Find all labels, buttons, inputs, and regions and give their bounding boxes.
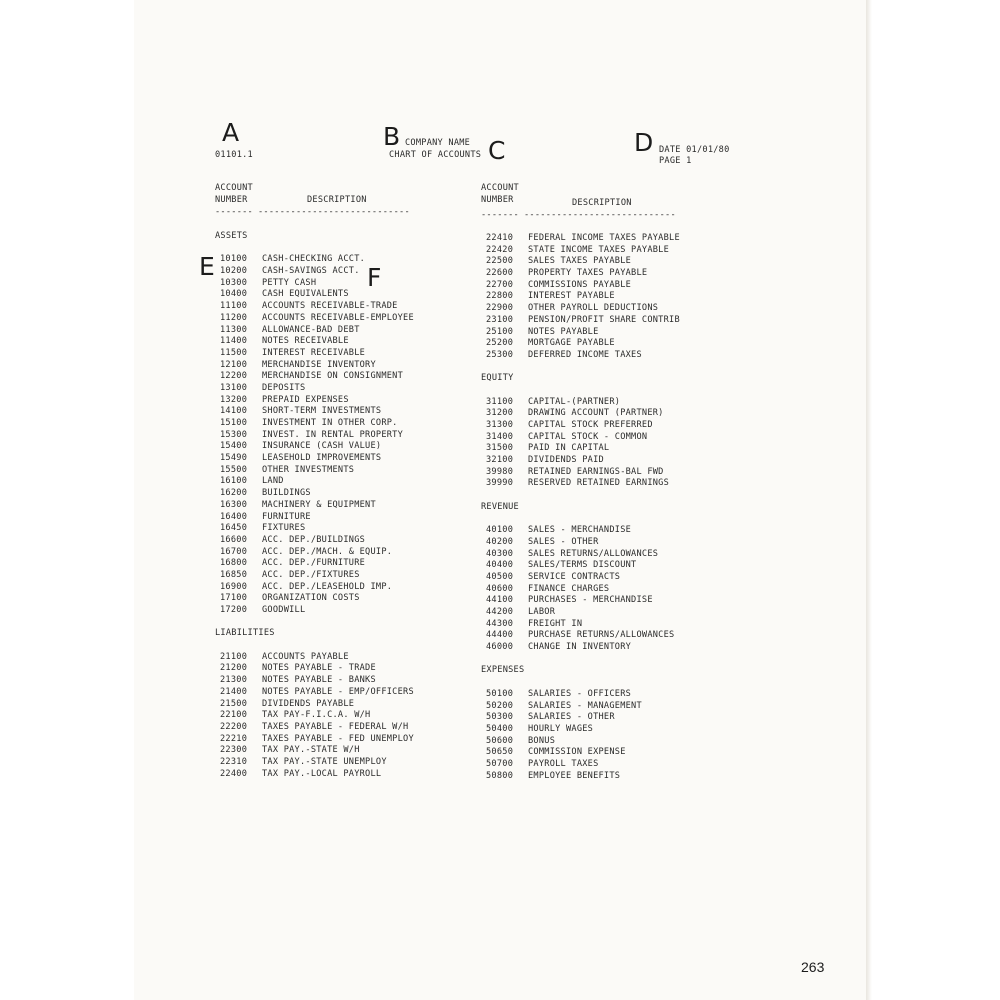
account-description: GOODWILL <box>262 605 306 615</box>
account-number: 10200 <box>220 266 248 277</box>
account-description: TAX PAY.-STATE W/H <box>262 745 360 756</box>
section-gap <box>481 490 680 502</box>
account-row <box>481 630 680 642</box>
report-title: CHART OF ACCOUNTS <box>389 150 482 160</box>
page-edge <box>866 0 872 1000</box>
account-description: INTEREST PAYABLE <box>528 291 615 302</box>
account-number: 40500 <box>486 571 514 582</box>
account-description: TAXES PAYABLE - FEDERAL W/H <box>262 721 409 732</box>
account-row <box>215 558 414 570</box>
account-row <box>215 430 414 442</box>
account-row <box>481 560 680 572</box>
account-description: NOTES PAYABLE - TRADE <box>262 663 376 674</box>
account-row <box>215 699 414 711</box>
account-number: 31200 <box>486 408 514 419</box>
account-number: 40200 <box>486 536 514 547</box>
account-description: OTHER PAYROLL DEDUCTIONS <box>528 303 659 314</box>
account-number: 50650 <box>486 747 514 758</box>
account-row <box>215 652 414 664</box>
account-description: SALES/TERMS DISCOUNT <box>528 560 637 571</box>
account-row <box>215 675 414 687</box>
account-description: BUILDINGS <box>262 488 311 499</box>
account-row <box>215 769 414 781</box>
account-row <box>481 759 680 771</box>
account-description: SALES RETURNS/ALLOWANCES <box>528 548 659 559</box>
account-description: DEPOSITS <box>262 382 306 393</box>
account-number: 13200 <box>220 394 248 405</box>
account-description: ACC. DEP./LEASEHOLD IMP. <box>262 581 393 592</box>
account-number: 50300 <box>486 712 514 723</box>
account-row <box>215 371 414 383</box>
account-number: 16100 <box>220 476 248 487</box>
account-description: MORTGAGE PAYABLE <box>528 338 615 349</box>
account-number: 23100 <box>486 314 514 325</box>
account-description: SALARIES - MANAGEMENT <box>528 700 642 711</box>
right-account-list <box>481 233 680 782</box>
account-description: FREIGHT IN <box>528 618 583 629</box>
account-row <box>215 465 414 477</box>
account-number: 15500 <box>220 464 248 475</box>
account-description: NOTES PAYABLE <box>528 326 599 337</box>
account-number: 11100 <box>220 301 248 312</box>
account-number: 22310 <box>220 756 248 767</box>
account-description: CAPITAL-(PARTNER) <box>528 396 621 407</box>
account-row <box>215 547 414 559</box>
account-row <box>215 266 414 278</box>
account-row <box>215 406 414 418</box>
account-number: 31300 <box>486 420 514 430</box>
account-number: 16600 <box>220 534 248 545</box>
account-description: PENSION/PROFIT SHARE CONTRIB <box>528 314 680 325</box>
account-number: 17200 <box>220 605 248 615</box>
section-gap <box>481 362 680 374</box>
account-description: ALLOWANCE-BAD DEBT <box>262 324 360 335</box>
account-description: DIVIDENDS PAYABLE <box>262 698 355 709</box>
account-row <box>215 313 414 325</box>
account-number: 40300 <box>486 548 514 559</box>
section-heading: EQUITY <box>481 373 514 384</box>
account-description: TAX PAY.-LOCAL PAYROLL <box>262 768 382 779</box>
account-number: 44400 <box>486 630 514 641</box>
account-number: 40600 <box>486 583 514 594</box>
account-number: 15400 <box>220 441 248 452</box>
account-number: 10100 <box>220 254 248 265</box>
section-gap <box>215 243 414 255</box>
report-page: PAGE 1 <box>659 156 692 166</box>
account-row <box>215 488 414 500</box>
account-number: 31100 <box>486 396 514 407</box>
account-number: 13100 <box>220 382 248 393</box>
account-row <box>215 500 414 512</box>
account-row <box>215 325 414 337</box>
account-description: PREPAID EXPENSES <box>262 394 349 405</box>
section-gap <box>481 654 680 666</box>
account-number: 10400 <box>220 289 248 300</box>
account-row <box>481 350 680 362</box>
left-number-label: NUMBER <box>215 195 248 205</box>
account-description: HOURLY WAGES <box>528 723 594 734</box>
account-row <box>481 689 680 701</box>
account-row <box>215 348 414 360</box>
account-description: PAID IN CAPITAL <box>528 443 610 454</box>
account-number: 12200 <box>220 371 248 382</box>
account-description: NOTES RECEIVABLE <box>262 336 349 347</box>
account-number: 46000 <box>486 642 514 653</box>
account-row <box>215 582 414 594</box>
account-row <box>215 710 414 722</box>
account-description: ORGANIZATION COSTS <box>262 593 360 604</box>
section-gap <box>481 514 680 526</box>
section-heading: EXPENSES <box>481 665 525 676</box>
account-row <box>215 476 414 488</box>
section-heading: REVENUE <box>481 501 519 512</box>
account-row <box>215 734 414 746</box>
account-description: NOTES PAYABLE - BANKS <box>262 675 376 686</box>
account-row <box>215 383 414 395</box>
account-description: SALES - OTHER <box>528 536 599 547</box>
account-number: 31500 <box>486 443 514 454</box>
account-row <box>215 289 414 301</box>
account-row <box>215 757 414 769</box>
marker-e: E <box>199 252 215 281</box>
account-description: CASH-SAVINGS ACCT. <box>262 266 360 277</box>
account-number: 22900 <box>486 303 514 314</box>
account-row <box>481 432 680 444</box>
account-number: 39990 <box>486 478 514 489</box>
account-description: FINANCE CHARGES <box>528 583 610 594</box>
marker-c: C <box>488 136 506 165</box>
account-number: 21400 <box>220 686 248 697</box>
account-description: PURCHASES - MERCHANDISE <box>528 595 653 606</box>
account-description: STATE INCOME TAXES PAYABLE <box>528 244 670 255</box>
account-row <box>215 278 414 290</box>
account-number: 15100 <box>220 418 248 428</box>
account-number: 21200 <box>220 663 248 674</box>
company-name: COMPANY NAME <box>405 138 471 148</box>
account-description: LEASEHOLD IMPROVEMENTS <box>262 453 382 464</box>
account-description: ACC. DEP./MACH. & EQUIP. <box>262 546 393 557</box>
account-row <box>215 687 414 699</box>
right-account-label: ACCOUNT <box>481 183 519 193</box>
account-number: 21500 <box>220 698 248 709</box>
account-number: 22700 <box>486 279 514 290</box>
account-row <box>481 397 680 409</box>
account-description: MERCHANDISE INVENTORY <box>262 359 376 370</box>
account-row <box>215 301 414 313</box>
account-row <box>481 478 680 490</box>
account-number: 22200 <box>220 721 248 732</box>
account-row <box>481 291 680 303</box>
account-description: ACC. DEP./FURNITURE <box>262 558 366 569</box>
left-account-list <box>215 231 414 780</box>
account-description: FEDERAL INCOME TAXES PAYABLE <box>528 233 680 243</box>
account-row <box>481 303 680 315</box>
account-description: TAX PAY.-STATE UNEMPLOY <box>262 756 387 767</box>
page-number: 263 <box>801 959 825 975</box>
right-rule-desc: ---------------------------- <box>524 210 676 220</box>
account-description: SHORT-TERM INVESTMENTS <box>262 406 382 417</box>
account-number: 15300 <box>220 429 248 440</box>
account-number: 50800 <box>486 770 514 781</box>
account-row <box>481 537 680 549</box>
account-description: LAND <box>262 476 284 487</box>
account-row <box>215 512 414 524</box>
account-number: 16300 <box>220 499 248 510</box>
account-description: DRAWING ACCOUNT (PARTNER) <box>528 408 664 419</box>
account-description: CHANGE IN INVENTORY <box>528 642 632 653</box>
account-number: 25300 <box>486 349 514 360</box>
account-number: 10300 <box>220 277 248 288</box>
account-row <box>481 408 680 420</box>
section-heading: ASSETS <box>215 231 248 241</box>
account-number: 22400 <box>220 768 248 779</box>
account-description: CASH EQUIVALENTS <box>262 289 349 300</box>
account-number: 11400 <box>220 336 248 347</box>
account-number: 50200 <box>486 700 514 711</box>
account-row <box>481 736 680 748</box>
left-rule-num: ------- <box>215 207 253 217</box>
account-number: 32100 <box>486 455 514 466</box>
account-number: 16800 <box>220 558 248 569</box>
account-description: CAPITAL STOCK PREFERRED <box>528 420 653 430</box>
section-gap <box>481 385 680 397</box>
account-number: 25100 <box>486 326 514 337</box>
account-number: 12100 <box>220 359 248 370</box>
marker-f: F <box>367 263 382 292</box>
account-number: 16900 <box>220 581 248 592</box>
account-row <box>215 395 414 407</box>
account-description: TAXES PAYABLE - FED UNEMPLOY <box>262 733 414 744</box>
account-number: 22420 <box>486 244 514 255</box>
account-row <box>481 771 680 783</box>
account-row <box>481 443 680 455</box>
account-number: 44100 <box>486 595 514 606</box>
account-description: NOTES PAYABLE - EMP/OFFICERS <box>262 686 414 697</box>
account-number: 50600 <box>486 735 514 746</box>
account-row <box>481 256 680 268</box>
account-row <box>215 663 414 675</box>
account-row <box>481 268 680 280</box>
account-description: TAX PAY-F.I.C.A. W/H <box>262 710 371 721</box>
account-row <box>215 254 414 266</box>
account-row <box>215 360 414 372</box>
account-description: INTEREST RECEIVABLE <box>262 347 366 358</box>
account-row <box>215 336 414 348</box>
account-row <box>481 642 680 654</box>
account-description: SALARIES - OTHER <box>528 712 615 723</box>
account-number: 21300 <box>220 675 248 686</box>
account-row <box>481 245 680 257</box>
account-row <box>215 535 414 547</box>
account-row <box>215 722 414 734</box>
account-number: 16400 <box>220 511 248 522</box>
account-row <box>481 549 680 561</box>
account-number: 15490 <box>220 453 248 464</box>
account-description: MERCHANDISE ON CONSIGNMENT <box>262 371 404 382</box>
account-description: CAPITAL STOCK - COMMON <box>528 431 648 442</box>
account-description: ACCOUNTS RECEIVABLE-EMPLOYEE <box>262 312 414 323</box>
account-number: 50700 <box>486 758 514 769</box>
account-row <box>481 280 680 292</box>
account-row <box>481 455 680 467</box>
account-number: 22600 <box>486 268 514 279</box>
account-number: 22300 <box>220 745 248 756</box>
account-description: ACC. DEP./BUILDINGS <box>262 534 366 545</box>
account-number: 22410 <box>486 233 514 243</box>
account-description: ACCOUNTS PAYABLE <box>262 651 349 662</box>
marker-a: A <box>222 118 240 147</box>
account-row <box>215 523 414 535</box>
account-number: 22500 <box>486 256 514 267</box>
account-number: 22800 <box>486 291 514 302</box>
account-description: FURNITURE <box>262 511 311 522</box>
account-row <box>481 467 680 479</box>
account-description: EMPLOYEE BENEFITS <box>528 770 621 781</box>
report-id: 01101.1 <box>215 150 253 160</box>
account-row <box>481 712 680 724</box>
marker-b: B <box>383 122 401 151</box>
account-number: 11300 <box>220 324 248 335</box>
account-description: ACCOUNTS RECEIVABLE-TRADE <box>262 301 398 312</box>
account-row <box>481 525 680 537</box>
account-number: 16450 <box>220 523 248 534</box>
marker-d: D <box>634 128 654 157</box>
account-description: INSURANCE (CASH VALUE) <box>262 441 382 452</box>
account-row <box>481 327 680 339</box>
account-row <box>481 607 680 619</box>
account-number: 39980 <box>486 466 514 477</box>
account-row <box>215 570 414 582</box>
account-number: 22210 <box>220 733 248 744</box>
account-description: ACC. DEP./FIXTURES <box>262 569 360 580</box>
right-number-label: NUMBER <box>481 195 514 205</box>
account-description: PURCHASE RETURNS/ALLOWANCES <box>528 630 675 641</box>
account-number: 31400 <box>486 431 514 442</box>
account-description: COMMISSION EXPENSE <box>528 747 626 758</box>
account-description: PETTY CASH <box>262 277 317 288</box>
account-row <box>481 701 680 713</box>
account-description: DEFERRED INCOME TAXES <box>528 349 642 360</box>
account-number: 44300 <box>486 618 514 629</box>
left-description-label: DESCRIPTION <box>307 195 367 205</box>
account-row <box>481 595 680 607</box>
right-description-label: DESCRIPTION <box>572 198 632 208</box>
account-description: SALES TAXES PAYABLE <box>528 256 632 267</box>
account-number: 22100 <box>220 710 248 721</box>
account-description: SERVICE CONTRACTS <box>528 571 621 582</box>
account-row <box>481 724 680 736</box>
account-description: MACHINERY & EQUIPMENT <box>262 499 376 510</box>
account-row <box>215 605 414 617</box>
account-row <box>481 233 680 245</box>
section-gap <box>215 640 414 652</box>
report-date: DATE 01/01/80 <box>659 145 730 155</box>
account-description: DIVIDENDS PAID <box>528 455 604 466</box>
account-number: 40100 <box>486 525 514 536</box>
account-row <box>215 593 414 605</box>
account-description: BONUS <box>528 735 556 746</box>
account-row <box>481 572 680 584</box>
right-rule-num: ------- <box>481 210 519 220</box>
account-description: RETAINED EARNINGS-BAL FWD <box>528 466 664 477</box>
account-row <box>481 584 680 596</box>
account-description: CASH-CHECKING ACCT. <box>262 254 366 265</box>
account-number: 11200 <box>220 312 248 323</box>
account-number: 21100 <box>220 651 248 662</box>
account-description: RESERVED RETAINED EARNINGS <box>528 478 670 489</box>
account-number: 25200 <box>486 338 514 349</box>
account-description: PAYROLL TAXES <box>528 758 599 769</box>
account-number: 40400 <box>486 560 514 571</box>
account-row <box>481 315 680 327</box>
account-number: 16200 <box>220 488 248 499</box>
account-description: OTHER INVESTMENTS <box>262 464 355 475</box>
account-row <box>481 619 680 631</box>
account-row <box>481 420 680 432</box>
left-rule-desc: ---------------------------- <box>258 207 410 217</box>
account-row <box>215 441 414 453</box>
account-row <box>215 453 414 465</box>
account-description: PROPERTY TAXES PAYABLE <box>528 268 648 279</box>
account-number: 14100 <box>220 406 248 417</box>
account-row <box>481 338 680 350</box>
section-gap <box>481 677 680 689</box>
account-description: INVESTMENT IN OTHER CORP. <box>262 418 398 428</box>
account-row <box>481 747 680 759</box>
account-number: 16700 <box>220 546 248 557</box>
account-number: 17100 <box>220 593 248 604</box>
account-description: COMMISSIONS PAYABLE <box>528 279 632 290</box>
left-account-label: ACCOUNT <box>215 183 253 193</box>
section-heading: LIABILITIES <box>215 628 275 639</box>
account-number: 50100 <box>486 688 514 699</box>
account-number: 44200 <box>486 607 514 617</box>
account-row <box>215 745 414 757</box>
account-row <box>215 418 414 430</box>
account-number: 11500 <box>220 347 248 358</box>
section-gap <box>215 617 414 629</box>
account-description: SALARIES - OFFICERS <box>528 688 632 699</box>
account-number: 16850 <box>220 569 248 580</box>
account-description: INVEST. IN RENTAL PROPERTY <box>262 429 404 440</box>
account-description: SALES - MERCHANDISE <box>528 525 632 536</box>
account-description: FIXTURES <box>262 523 306 534</box>
account-number: 50400 <box>486 723 514 734</box>
account-description: LABOR <box>528 607 556 617</box>
